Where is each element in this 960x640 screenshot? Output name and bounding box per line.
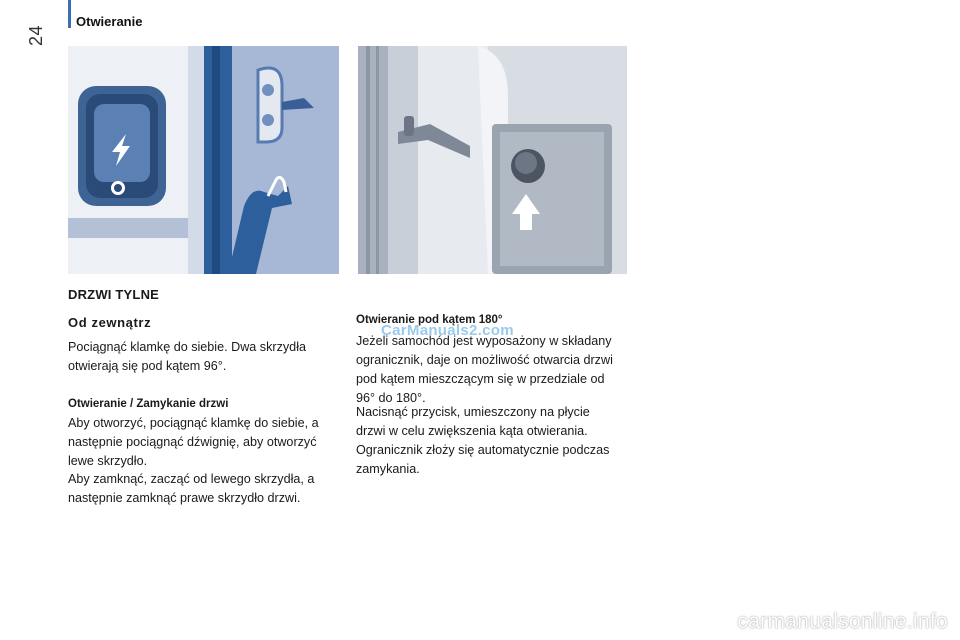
door-limiter-figure [358, 46, 627, 274]
section-title: DRZWI TYLNE [68, 287, 160, 302]
door-handle-figure [68, 46, 339, 274]
door-handle-illustration [68, 46, 339, 274]
intro-paragraph: Pociągnąć klamkę do siebie. Dwa skrzydła otwierają się pod kątem 96°. [68, 340, 306, 373]
header-accent-bar [68, 0, 71, 28]
angle-180-paragraph-3: Ogranicznik złoży się automatycznie podczas zamykania. [356, 443, 610, 476]
angle-180-heading: Otwieranie pod kątem 180° [356, 314, 503, 326]
page-number: 24 [26, 24, 46, 46]
watermark-carmanuals2: CarManuals2.com [381, 322, 514, 339]
door-limiter-button-illustration [358, 46, 627, 274]
watermark-carmanualsonline: carmanualsonline.info [737, 610, 948, 633]
angle-180-paragraph-2: Nacisnąć przycisk, umieszczony na płycie drzwi w celu zwiększenia kąta otwierania. [356, 405, 590, 438]
section-subtitle: Od zewnątrz [68, 315, 152, 330]
open-close-paragraph-2: Aby zamknąć, zacząć od lewego skrzydła, a następnie zamknąć prawe skrzydło drzwi. [68, 472, 315, 505]
open-close-paragraph-1: Aby otworzyć, pociągnąć klamkę do siebie, a następnie pociągnąć dźwignię, aby otworzyć lewe skrzydło. [68, 416, 319, 468]
open-close-heading: Otwieranie / Zamykanie drzwi [68, 398, 229, 410]
page-header-title: Otwieranie [76, 14, 143, 29]
angle-180-paragraph-1: Jeżeli samochód jest wyposażony w składany ogranicznik, daje on możliwość otwarcia drzwi pod kątem mieszczącym się w przedziale od 96° do 180°. [356, 334, 613, 405]
